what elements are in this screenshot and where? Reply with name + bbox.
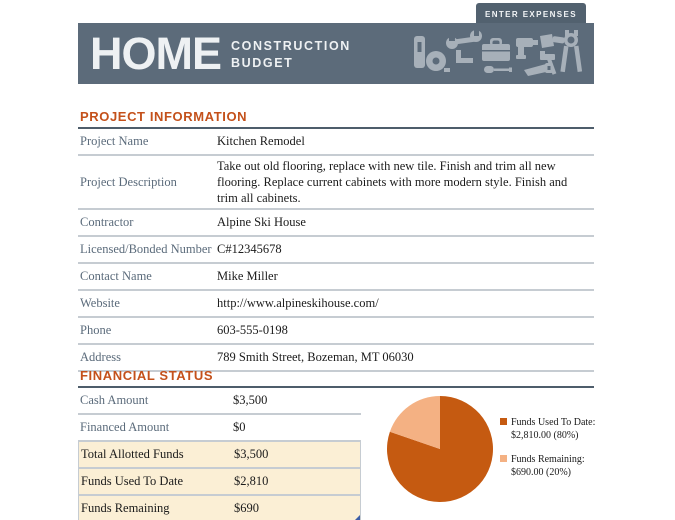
cash-amount-cell[interactable]: $3,500 <box>233 393 268 407</box>
funds-remaining-swatch-icon <box>500 455 507 462</box>
section-title-project-information: PROJECT INFORMATION <box>80 109 248 124</box>
row-label: Phone <box>80 323 112 337</box>
legend-label: Funds Remaining: <box>511 454 585 465</box>
row-label: Address <box>80 350 121 364</box>
table-row <box>78 442 361 469</box>
row-label: Contractor <box>80 215 134 229</box>
row-label: Contact Name <box>80 269 152 283</box>
legend-item <box>500 416 595 442</box>
row-label: Funds Remaining <box>81 501 170 515</box>
page-title: HOME <box>90 28 221 79</box>
total-allotted-funds-cell[interactable]: $3,500 <box>234 447 269 461</box>
page-subtitle <box>231 38 351 72</box>
row-label: Funds Used To Date <box>81 474 184 488</box>
project-information-section <box>78 109 594 372</box>
table-row <box>78 129 594 156</box>
table-row <box>78 264 594 291</box>
title-banner <box>78 23 594 84</box>
row-label: Financed Amount <box>80 420 170 434</box>
subtitle-line-construction: CONSTRUCTION <box>231 38 351 53</box>
row-label: Website <box>80 296 120 310</box>
table-corner-marker <box>354 515 360 520</box>
row-label: Licensed/Bonded Number <box>80 242 212 256</box>
table-row <box>78 415 361 442</box>
table-row <box>78 388 361 415</box>
table-row <box>78 210 594 237</box>
legend-item <box>500 453 595 479</box>
section-title-financial-status: FINANCIAL STATUS <box>80 368 214 383</box>
license-number-cell[interactable]: C#12345678 <box>217 242 282 256</box>
row-label: Project Description <box>80 174 177 189</box>
project-info-table <box>78 129 594 372</box>
legend-value: $2,810.00 (80%) <box>511 430 579 441</box>
table-row <box>78 318 594 345</box>
funds-used-cell[interactable]: $2,810 <box>234 474 269 488</box>
table-row <box>78 237 594 264</box>
contractor-cell[interactable]: Alpine Ski House <box>217 215 306 229</box>
financed-amount-cell[interactable]: $0 <box>233 420 246 434</box>
legend-label: Funds Used To Date: <box>511 417 596 428</box>
table-row <box>78 156 594 210</box>
table-row <box>78 496 361 520</box>
address-cell[interactable]: 789 Smith Street, Bozeman, MT 06030 <box>217 350 414 364</box>
pie-legend <box>500 416 595 490</box>
row-label: Total Allotted Funds <box>81 447 184 461</box>
table-row <box>78 469 361 496</box>
table-row <box>78 291 594 318</box>
legend-value: $690.00 (20%) <box>511 467 571 478</box>
row-label: Project Name <box>80 134 149 148</box>
funds-remaining-cell[interactable]: $690 <box>234 501 259 515</box>
tools-collage-icon <box>412 28 582 80</box>
financial-table <box>78 388 361 520</box>
enter-expenses-button[interactable]: ENTER EXPENSES <box>476 3 586 25</box>
row-label: Cash Amount <box>80 393 149 407</box>
project-name-cell[interactable]: Kitchen Remodel <box>217 134 305 148</box>
website-cell[interactable]: http://www.alpineskihouse.com/ <box>217 296 379 310</box>
project-description-cell[interactable]: Take out old flooring, replace with new tile. Finish and trim all new flooring. Replace current cabinets with more modern style. Finish and trim all cabinets. <box>217 159 568 205</box>
phone-cell[interactable]: 603-555-0198 <box>217 323 288 337</box>
contact-name-cell[interactable]: Mike Miller <box>217 269 278 283</box>
funds-used-swatch-icon <box>500 418 507 425</box>
funds-pie-chart <box>384 393 496 510</box>
subtitle-line-budget: BUDGET <box>231 55 294 70</box>
